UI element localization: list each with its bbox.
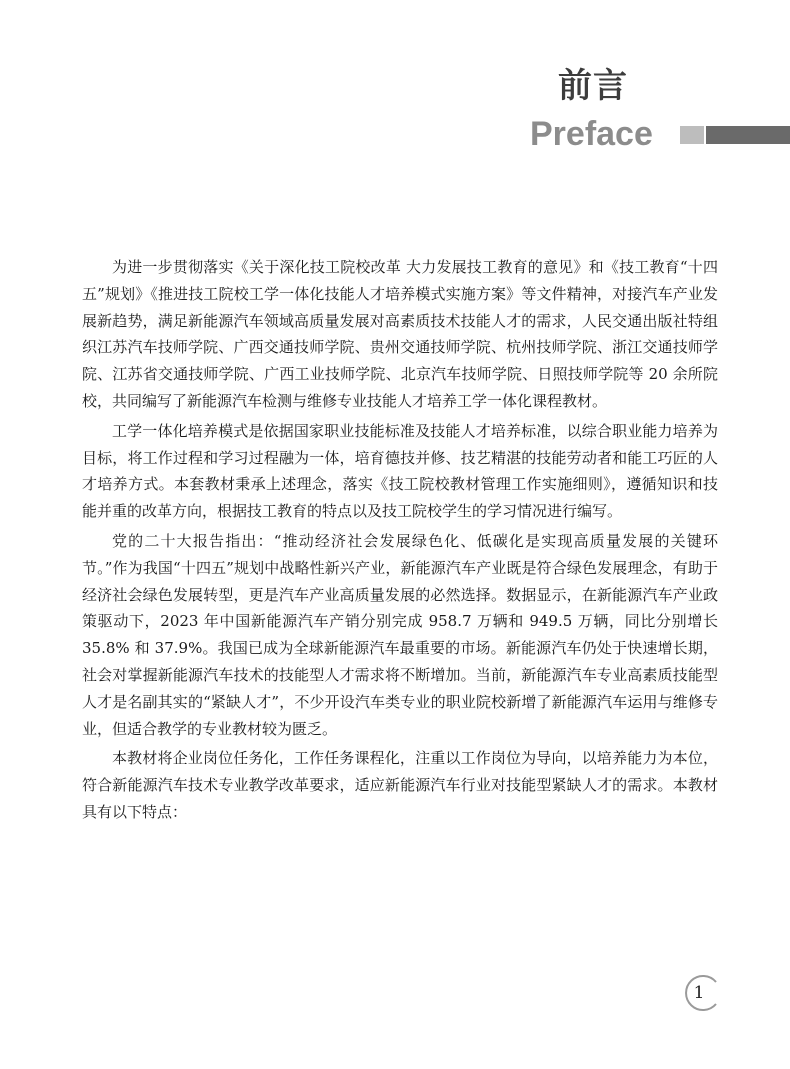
paragraph-3: 党的二十大报告指出：“推动经济社会发展绿色化、低碳化是实现高质量发展的关键环节。”作为我国“十四五”规划中战略性新兴产业，新能源汽车产业既是符合绿色发展理念，有助于经济社会绿色发展转型，更是汽车产业高质量发展的必然选择。数据显示，在新能源汽车产业政策驱动下，2023 年中国新能源汽车产销分别完成 958.7 万辆和 949.5 万辆，同比分别增长 35.8% 和 37.9%。我国已成为全球新能源汽车最重要的市场。新能源汽车仍处于快速增长期，社会对掌握新能源汽车技术的技能型人才需求将不断增加。当前，新能源汽车专业高素质技能型人才是名副其实的“紧缺人才”，不少开设汽车类专业的职业院校新增了新能源汽车运用与维修专业，但适合教学的专业教材较为匮乏。 bbox=[82, 531, 718, 738]
paragraph-1: 为进一步贯彻落实《关于深化技工院校改革 大力发展技工教育的意见》和《技工教育“十四五”规划》《推进技工院校工学一体化技能人才培养模式实施方案》等文件精神，对接汽车产业发展新趋势，满足新能源汽车领域高质量发展对高素质技术技能人才的需求，人民交通出版社特组织江苏汽车技师学院、广西交通技师学院、贵州交通技师学院、杭州技师学院、浙江交通技师学院、江苏省交通技师学院、广西工业技师学院、北京汽车技师学院、日照技师学院等 20 余所院校，共同编写了新能源汽车检测与维修专业技能人才培养工学一体化课程教材。 bbox=[82, 258, 718, 410]
page-number-badge bbox=[680, 974, 722, 1012]
paragraph-4: 本教材将企业岗位任务化，工作任务课程化，注重以工作岗位为导向，以培养能力为本位，符合新能源汽车技术专业教学改革要求，适应新能源汽车行业对技能型紧缺人才的需求。本教材具有以下特点： bbox=[82, 749, 718, 821]
page-title: 前言 bbox=[558, 66, 628, 106]
paragraph-2: 工学一体化培养模式是依据国家职业技能标准及技能人才培养标准，以综合职业能力培养为目标，将工作过程和学习过程融为一体，培育德技并修、技艺精湛的技能劳动者和能工巧匠的人才培养方式。本套教材秉承上述理念，落实《技工院校教材管理工作实施细则》，遵循知识和技能并重的改革方向，根据技工教育的特点以及技工院校学生的学习情况进行编写。 bbox=[82, 421, 718, 521]
page-subtitle: Preface bbox=[530, 115, 653, 153]
title-decorative-bar bbox=[680, 126, 790, 144]
body-text bbox=[82, 254, 718, 829]
page-number: 1 bbox=[693, 983, 705, 1003]
